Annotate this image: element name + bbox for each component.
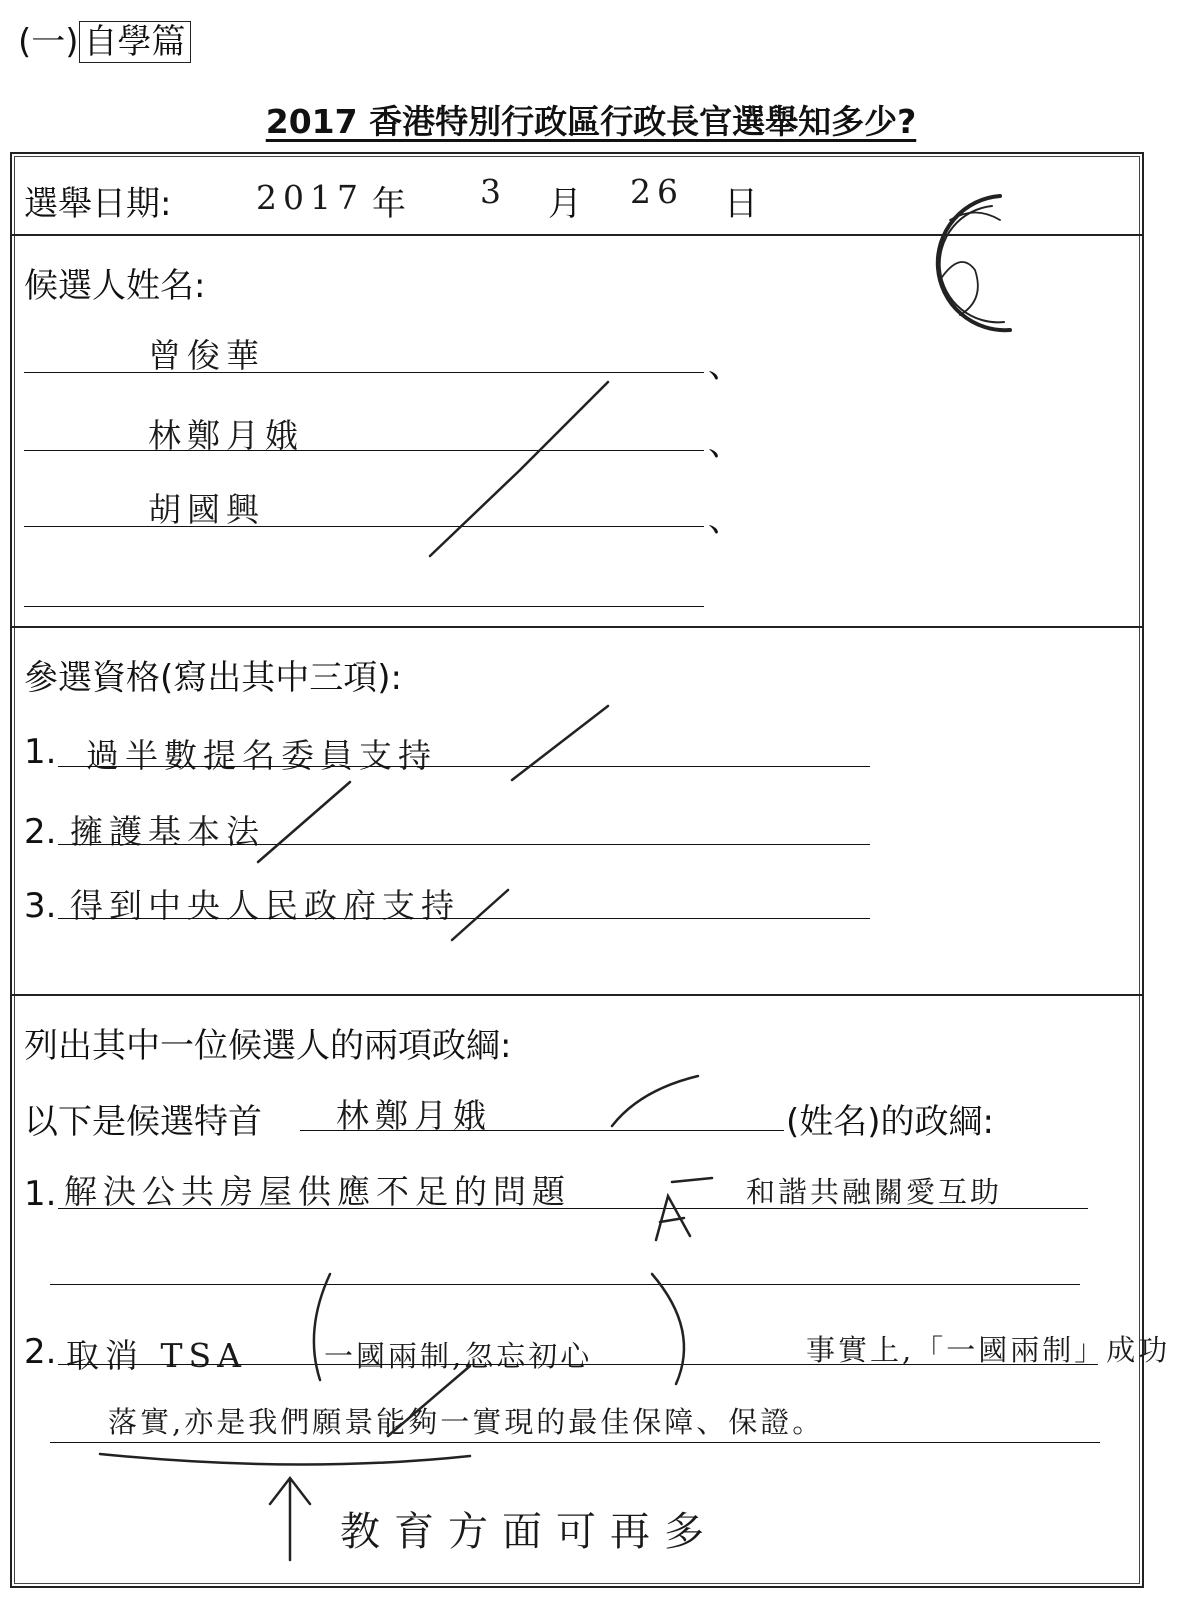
answer-line [50,1284,1080,1285]
section-prefix: (一) [18,22,79,62]
candidate-name-1: 曾俊華 [148,336,265,375]
election-date-year: 2017 [256,178,364,217]
qualification-text-3: 得到中央人民政府支持 [70,886,460,925]
answer-line [24,606,704,607]
platform-item-note-1: 和諧共融關愛互助 [746,1175,1003,1209]
answer-line [58,766,870,767]
page-title: 2017 香港特別行政區行政長官選舉知多少? [265,102,917,141]
qualification-text-1: 過半數提名委員支持 [86,736,437,775]
candidate-name-3: 胡國興 [148,490,265,529]
election-date-day-unit: 日 [724,184,758,224]
election-date-month-unit: 月 [548,184,582,224]
answer-line [50,1442,1100,1443]
answer-line [24,526,704,527]
qualification-number-2: 2. [24,812,57,852]
answer-line [24,450,704,451]
platform-item-number-1: 1. [24,1174,57,1214]
section-boxed-title: 自學篇 [79,21,191,63]
answer-line [24,372,704,373]
platform-item-note-2: 事實上,「一國兩制」成功 [806,1333,1171,1367]
section-label [18,14,191,63]
candidate-name-2: 林鄭月娥 [148,416,304,455]
teacher-bottom-note: 教育方面可再多 [340,1509,718,1555]
row-divider [12,626,1142,628]
candidate-separator: 、 [708,500,742,540]
candidate-separator: 、 [708,346,742,386]
election-date-month: 3 [480,172,507,211]
answer-line [58,1208,1088,1209]
election-date-day: 26 [630,172,684,211]
answer-line [300,1130,784,1131]
answer-line [58,918,870,919]
platform-intro-prefix: 以下是候選特首 [24,1102,262,1142]
platform-item-bracket-note: 一國兩制,忽忘初心 [324,1339,593,1373]
qualification-text-2: 擁護基本法 [70,812,265,851]
platform-intro-suffix: (姓名)的政綱: [786,1102,994,1142]
answer-line [58,1364,1098,1365]
row-divider [12,994,1142,996]
platform-candidate-name: 林鄭月娥 [336,1096,492,1135]
qualification-number-1: 1. [24,732,57,772]
platform-item-text-1: 解決公共房屋供應不足的問題 [64,1172,571,1211]
platform-item-text-2: 取消 TSA [66,1336,247,1375]
platform-label: 列出其中一位候選人的兩項政綱: [24,1026,512,1066]
election-date-label: 選舉日期: [24,184,172,224]
qualification-number-3: 3. [24,886,57,926]
platform-item-continuation: 落實,亦是我們願景能夠一實現的最佳保障、保證。 [108,1405,825,1439]
platform-item-number-2: 2. [24,1332,57,1372]
row-divider [12,234,1142,236]
election-date-year-unit: 年 [372,184,406,224]
candidates-label: 候選人姓名: [24,266,206,306]
answer-line [58,844,870,845]
qualifications-label: 參選資格(寫出其中三項): [24,658,402,698]
candidate-separator: 、 [708,424,742,464]
